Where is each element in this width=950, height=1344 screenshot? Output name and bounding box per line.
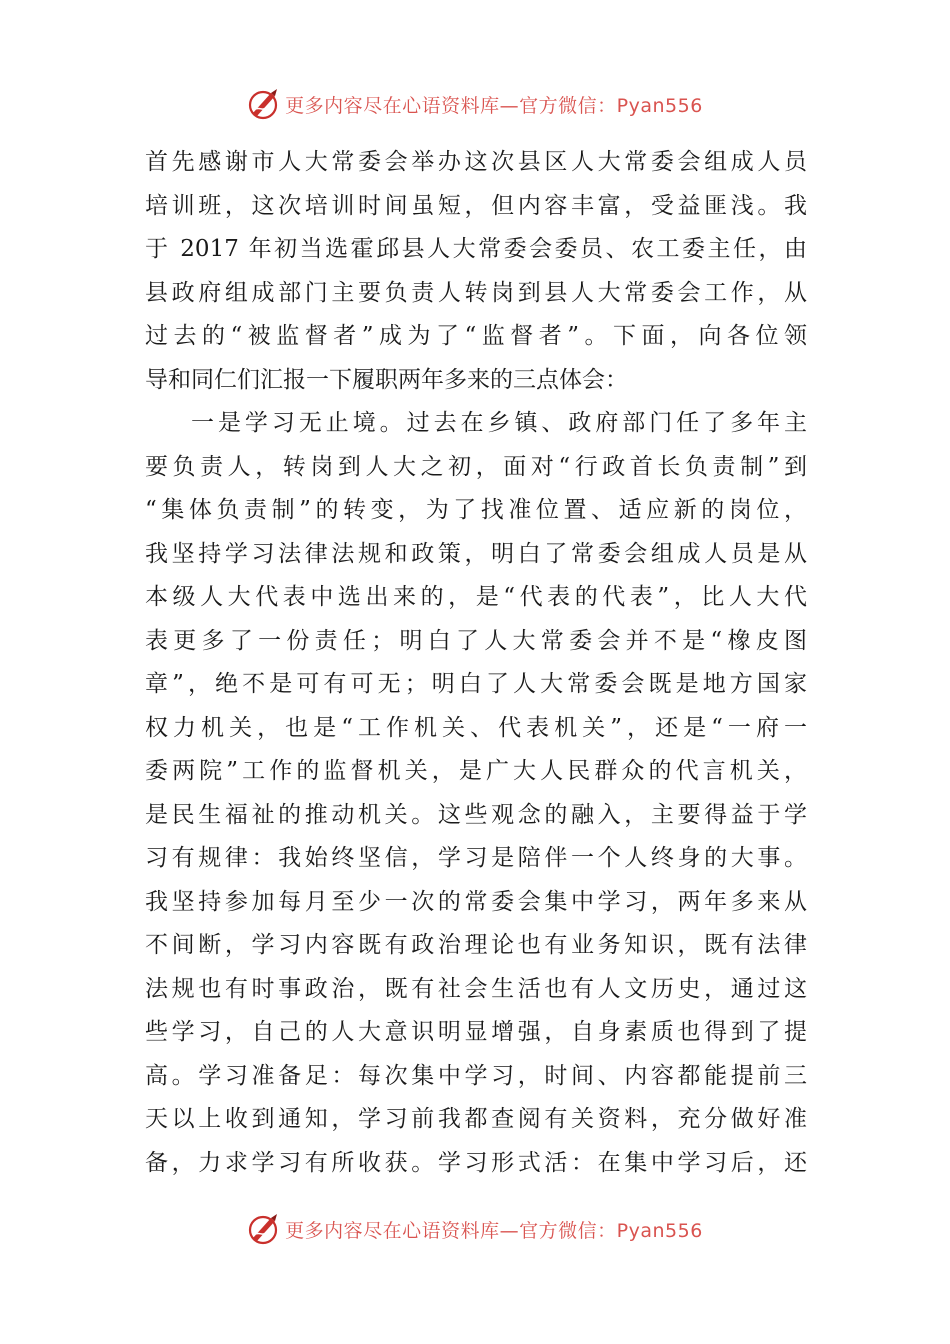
header-banner <box>0 84 950 124</box>
text-line: 表更多了一份责任；明白了人大常委会并不是“橡皮图 <box>145 627 807 654</box>
pen-seal-icon <box>247 87 281 121</box>
document-body <box>145 141 807 1185</box>
footer-banner <box>0 1209 950 1249</box>
text-line: 首先感谢市人大常委会举办这次县区人大常委会组成人员 <box>145 149 807 175</box>
text-line: 我坚持参加每月至少一次的常委会集中学习，两年多来从 <box>145 888 807 915</box>
text-line: 不间断，学习内容既有政治理论也有业务知识，既有法律 <box>145 932 807 958</box>
text-line: 备，力求学习有所收获。学习形式活：在集中学习后，还 <box>145 1149 807 1176</box>
footer-banner-text: 更多内容尽在心语资料库—官方微信：Pyan556 <box>285 1219 703 1242</box>
text-line: 要负责人，转岗到人大之初，面对“行政首长负责制”到 <box>145 453 807 480</box>
text-line: 习有规律：我始终坚信，学习是陪伴一个人终身的大事。 <box>145 845 807 871</box>
text-line: 高。学习准备足：每次集中学习，时间、内容都能提前三 <box>145 1062 807 1089</box>
text-line: 培训班，这次培训时间虽短，但内容丰富，受益匪浅。我 <box>145 192 807 219</box>
text-line: 委两院”工作的监督机关，是广大人民群众的代言机关， <box>145 758 807 784</box>
text-line: 过去的“被监督者”成为了“监督者”。下面，向各位领 <box>145 323 807 349</box>
text-line: 是民生福祉的推动机关。这些观念的融入，主要得益于学 <box>145 801 807 828</box>
pen-seal-icon <box>247 1212 281 1246</box>
text-line: 我坚持学习法律法规和政策，明白了常委会组成人员是从 <box>145 540 807 567</box>
text-line: “集体负责制”的转变，为了找准位置、适应新的岗位， <box>145 497 807 523</box>
text-line: 权力机关，也是“工作机关、代表机关”，还是“一府一 <box>145 714 807 741</box>
paragraph-learning <box>145 402 807 1185</box>
text-line: 一是学习无止境。过去在乡镇、政府部门任了多年主 <box>191 410 807 436</box>
text-line: 导和同仁们汇报一下履职两年多来的三点体会： <box>145 366 628 393</box>
text-line: 法规也有时事政治，既有社会生活也有人文历史，通过这 <box>145 975 807 1002</box>
paragraph-intro <box>145 141 807 402</box>
text-line: 天以上收到通知，学习前我都查阅有关资料，充分做好准 <box>145 1106 807 1132</box>
text-line: 县政府组成部门主要负责人转岗到县人大常委会工作，从 <box>145 279 807 306</box>
text-line: 章”，绝不是可有可无；明白了人大常委会既是地方国家 <box>145 671 807 697</box>
text-line: 本级人大代表中选出来的，是“代表的代表”，比人大代 <box>145 584 807 610</box>
text-line: 些学习，自己的人大意识明显增强，自身素质也得到了提 <box>145 1019 807 1045</box>
text-line: 于 2017 年初当选霍邱县人大常委会委员、农工委主任，由 <box>145 236 807 262</box>
header-banner-text: 更多内容尽在心语资料库—官方微信：Pyan556 <box>285 94 703 117</box>
